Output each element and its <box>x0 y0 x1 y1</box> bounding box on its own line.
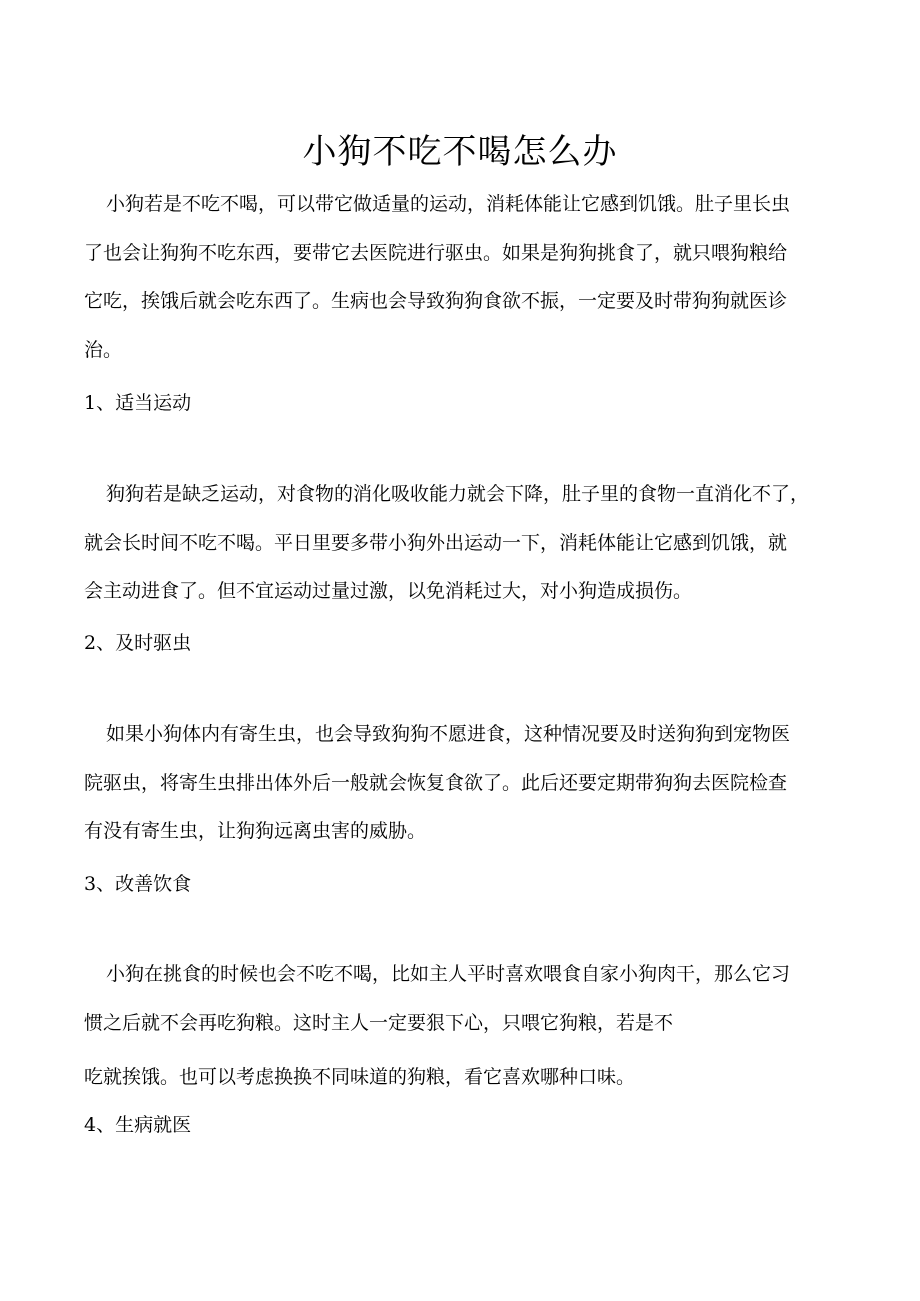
paragraph-line: 院驱虫，将寄生虫排出体外后一般就会恢复食欲了。此后还要定期带狗狗去医院检查 <box>84 771 788 794</box>
paragraph-line: 就会长时间不吃不喝。平日里要多带小狗外出运动一下，消耗体能让它感到饥饿，就 <box>84 531 788 554</box>
section-paragraph-1 <box>84 470 836 616</box>
section-paragraph-2 <box>84 710 836 856</box>
intro-line: 它吃，挨饿后就会吃东西了。生病也会导致狗狗食欲不振，一定要及时带狗狗就医诊 <box>84 290 788 312</box>
section-paragraph-3 <box>84 950 836 1047</box>
section-heading-3: 3、改善饮食 <box>84 873 192 895</box>
paragraph-line: 小狗在挑食的时候也会不吃不喝，比如主人平时喜欢喂食自家小狗肉干，那么它习 <box>106 963 791 985</box>
intro-line: 治。 <box>84 338 123 361</box>
paragraph-line: 有没有寄生虫，让狗狗远离虫害的威胁。 <box>84 820 427 842</box>
paragraph-line: 如果小狗体内有寄生虫，也会导致狗狗不愿进食，这种情况要及时送狗狗到宠物医 <box>106 723 791 745</box>
section-heading-2: 2、及时驱虫 <box>84 632 192 654</box>
intro-line: 了也会让狗狗不吃东西，要带它去医院进行驱虫。如果是狗狗挑食了，就只喂狗粮给 <box>84 241 788 264</box>
intro-line: 小狗若是不吃不喝，可以带它做适量的运动，消耗体能让它感到饥饿。肚子里长虫 <box>106 193 791 215</box>
paragraph-line: 会主动进食了。但不宜运动过量过激，以免消耗过大，对小狗造成损伤。 <box>84 580 693 602</box>
paragraph-line: 惯之后就不会再吃狗粮。这时主人一定要狠下心，只喂它狗粮，若是不 <box>84 1011 674 1034</box>
paragraph-line: 狗狗若是缺乏运动，对食物的消化吸收能力就会下降，肚子里的食物一直消化不了， <box>106 483 810 505</box>
section-heading-1: 1、适当运动 <box>84 392 192 414</box>
paragraph-continuation-line: 吃就挨饿。也可以考虑换换不同味道的狗粮，看它喜欢哪种口味。 <box>84 1066 636 1088</box>
section-heading-4: 4、生病就医 <box>84 1114 192 1136</box>
document-title: 小狗不吃不喝怎么办 <box>302 132 618 172</box>
intro-paragraph <box>84 180 836 374</box>
